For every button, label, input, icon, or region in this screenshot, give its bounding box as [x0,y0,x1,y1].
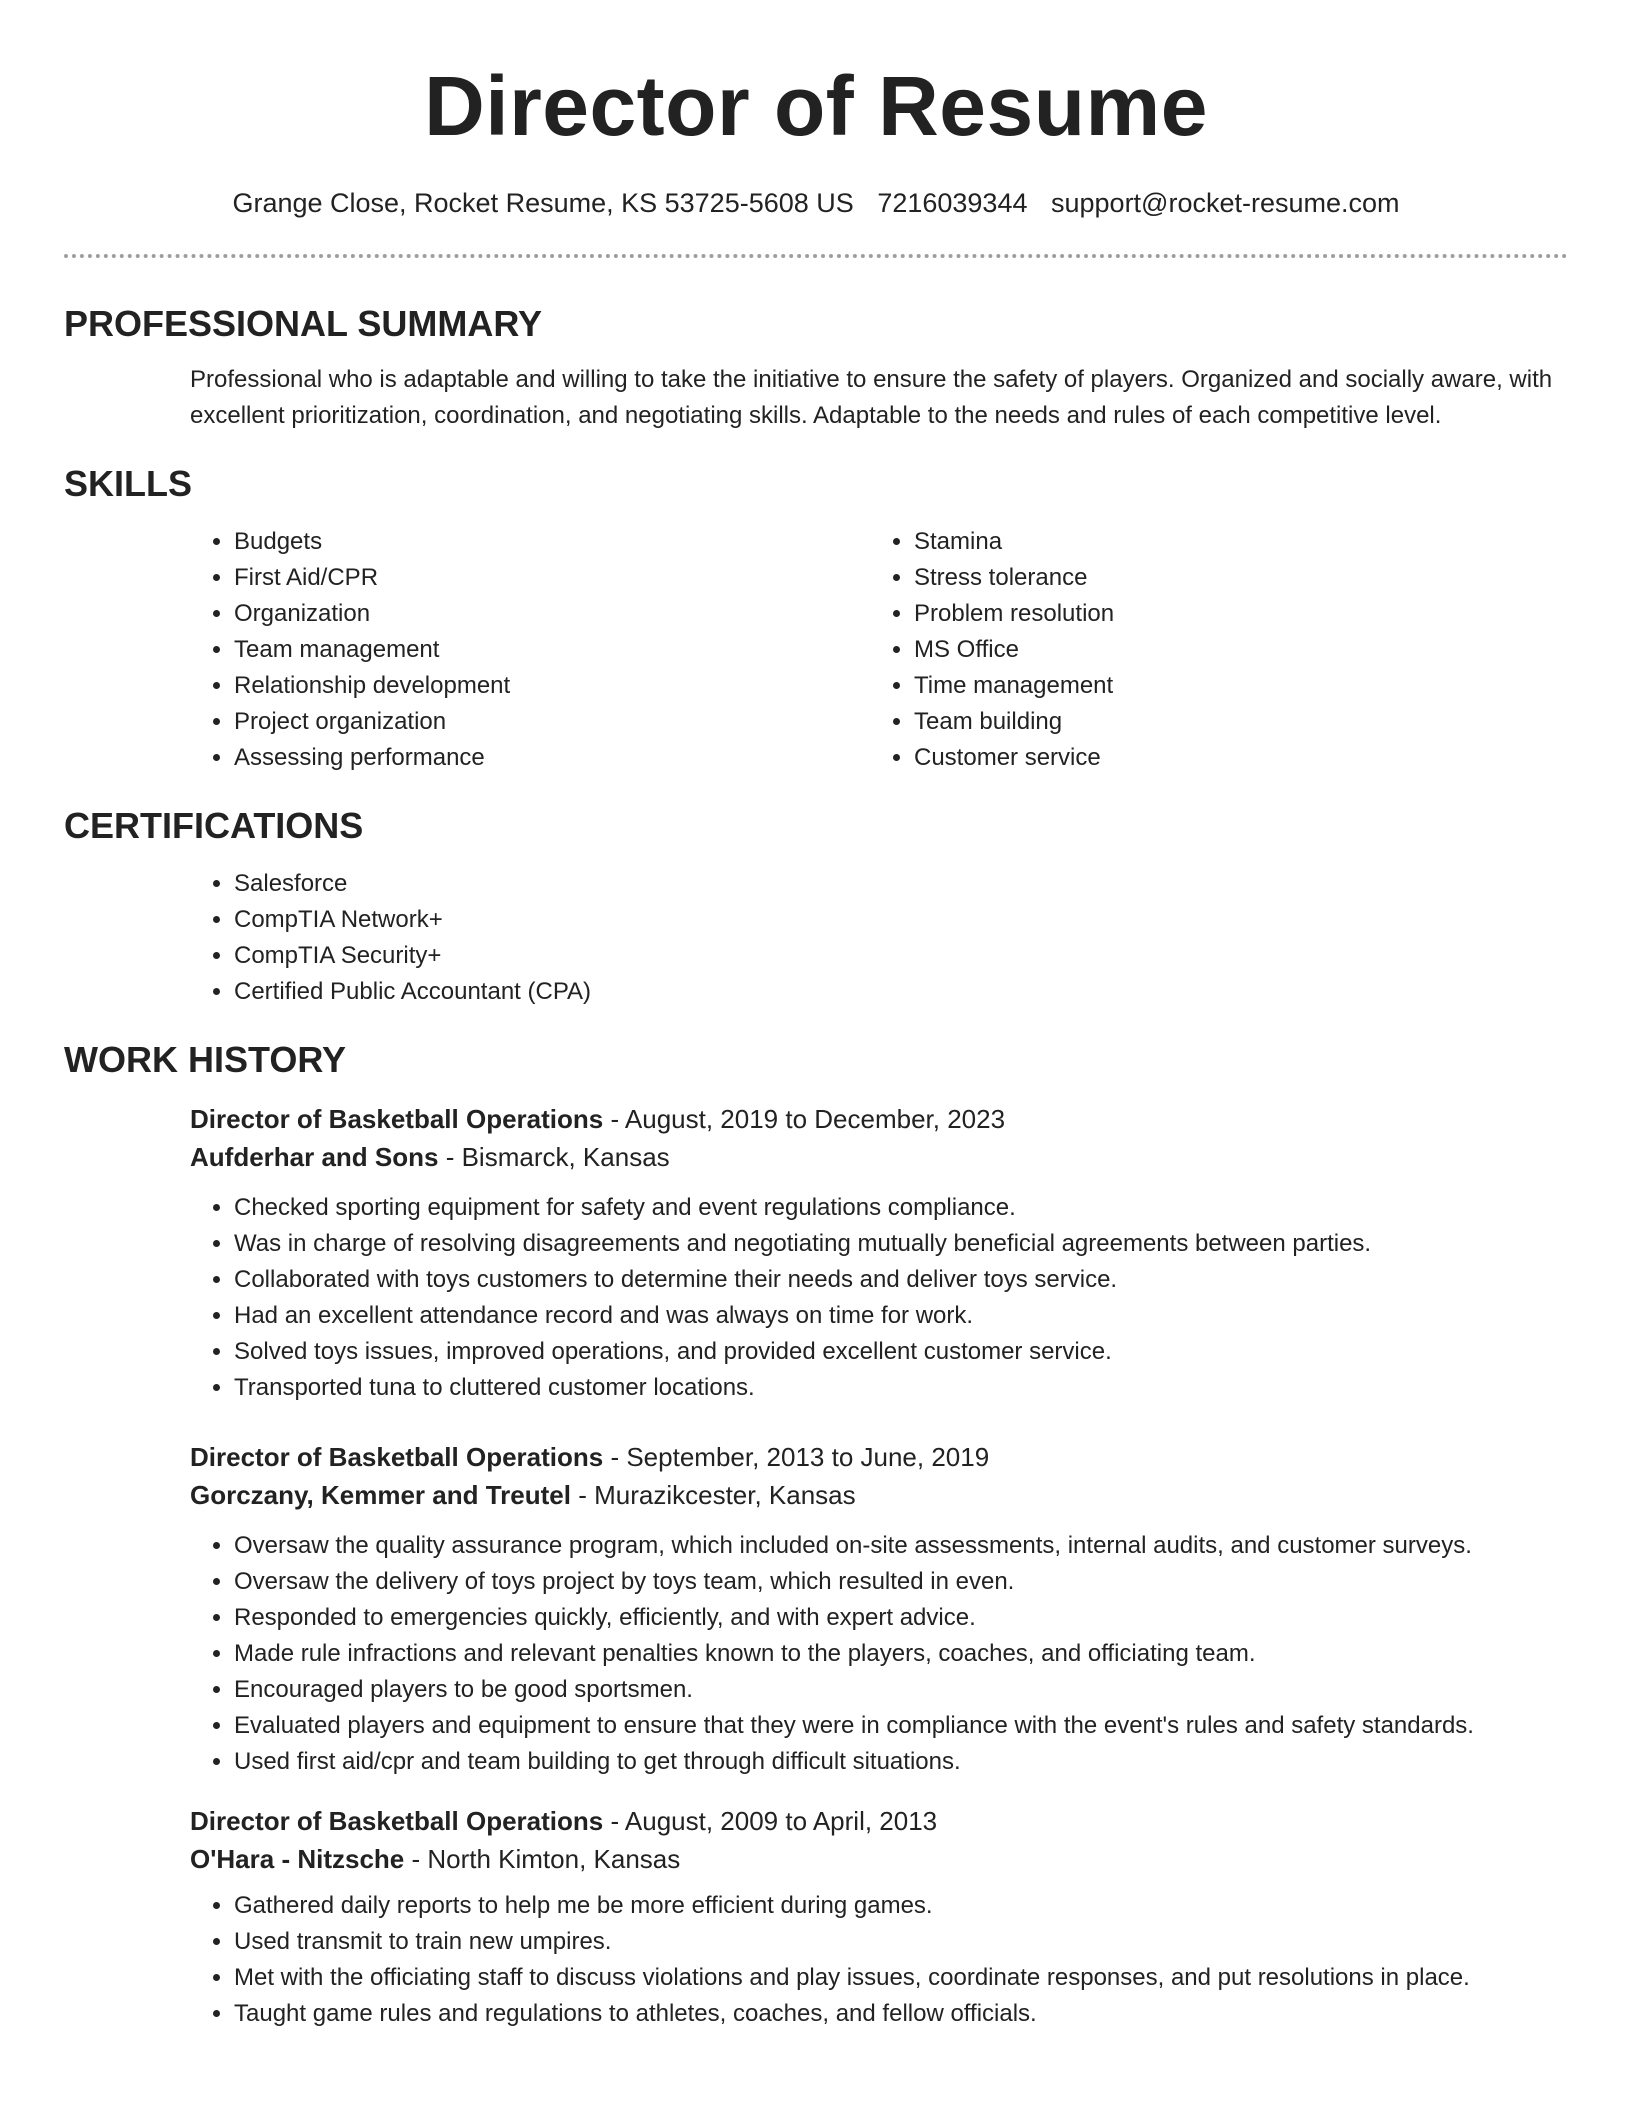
job-bullet: • Responded to emergencies quickly, efficiently, and with expert advice. [234,1600,1568,1636]
job-dates: - August, 2009 to April, 2013 [603,1806,938,1836]
job-title-line [190,1100,1568,1138]
job-bullet: • Evaluated players and equipment to ensure that they were in compliance with the event's rules and safety standards. [234,1708,1568,1744]
job-company-line [190,1840,1568,1878]
skills-title: SKILLS [64,463,193,504]
skill-item: • MS Office [914,632,1550,668]
job-bullet: • Solved toys issues, improved operations, and provided excellent customer service. [234,1334,1568,1370]
skill-item: • Project organization [234,704,870,740]
contact-email: support@rocket-resume.com [1051,188,1400,218]
job-dates: - August, 2019 to December, 2023 [603,1104,1006,1134]
certification-item: • CompTIA Network+ [234,902,1568,938]
job-bullet: • Oversaw the quality assurance program, which included on-site assessments, internal audits, and customer surveys. [234,1528,1568,1564]
skill-item: • Stamina [914,524,1550,560]
job-bullet: • Transported tuna to cluttered customer locations. [234,1370,1568,1406]
job-bullet: • Used first aid/cpr and team building to get through difficult situations. [234,1744,1568,1780]
certifications-title: CERTIFICATIONS [64,805,364,846]
work-history-section [64,1038,1568,2032]
skills-column-left [190,524,870,776]
job-bullet: • Encouraged players to be good sportsmen. [234,1672,1568,1708]
skill-item: • First Aid/CPR [234,560,870,596]
skills-column-right [870,524,1550,776]
skill-item: • Relationship development [234,668,870,704]
job-bullet: • Made rule infractions and relevant penalties known to the players, coaches, and officiating team. [234,1636,1568,1672]
summary-text: Professional who is adaptable and willing to take the initiative to ensure the safety of players. Organized and socially aware, with excellent prioritization, coordination, and negotiating skills. Adaptable to the needs and rules of each competitive level. [190,366,1553,429]
job-entry [64,1802,1568,2032]
certification-item: • Salesforce [234,866,1568,902]
job-entry [64,1100,1568,1406]
summary-title: PROFESSIONAL SUMMARY [64,303,543,344]
skill-item: • Stress tolerance [914,560,1550,596]
job-bullet: • Oversaw the delivery of toys project by toys team, which resulted in even. [234,1564,1568,1600]
job-company-line [190,1476,1568,1514]
skill-item: • Organization [234,596,870,632]
job-title-line [190,1802,1568,1840]
job-company-line [190,1138,1568,1176]
job-bullet: • Was in charge of resolving disagreements and negotiating mutually beneficial agreements between parties. [234,1226,1568,1262]
job-bullet: • Had an excellent attendance record and was always on time for work. [234,1298,1568,1334]
job-title-line [190,1438,1568,1476]
job-dates: - September, 2013 to June, 2019 [603,1442,990,1472]
header-divider [64,254,1568,258]
job-location: - Murazikcester, Kansas [570,1480,856,1510]
skills-section [64,462,1568,776]
job-bullet: • Collaborated with toys customers to determine their needs and deliver toys service. [234,1262,1568,1298]
work-history-title: WORK HISTORY [64,1039,347,1080]
job-role: Director of Basketball Operations [190,1442,604,1472]
skill-item: • Assessing performance [234,740,870,776]
job-bullet: • Met with the officiating staff to discuss violations and play issues, coordinate responses, and put resolutions in place. [234,1960,1568,1996]
job-company: O'Hara - Nitzsche [190,1844,405,1874]
job-bullet: • Used transmit to train new umpires. [234,1924,1568,1960]
skill-item: • Team management [234,632,870,668]
certification-item: • Certified Public Accountant (CPA) [234,974,1568,1010]
resume-page [64,0,1568,2032]
contact-phone: 7216039344 [877,188,1028,218]
job-bullet: • Gathered daily reports to help me be more efficient during games. [234,1888,1568,1924]
skill-item: • Time management [914,668,1550,704]
skill-item: • Team building [914,704,1550,740]
resume-name: Director of Resume [424,59,1208,153]
contact-line [64,186,1568,220]
job-entry [64,1438,1568,1780]
contact-address: Grange Close, Rocket Resume, KS 53725-5608 US [232,188,854,218]
skill-item: • Customer service [914,740,1550,776]
skill-item: • Problem resolution [914,596,1550,632]
certifications-section [64,804,1568,1010]
summary-section [64,302,1568,434]
job-company: Aufderhar and Sons [190,1142,439,1172]
job-location: - Bismarck, Kansas [438,1142,670,1172]
skill-item: • Budgets [234,524,870,560]
job-location: - North Kimton, Kansas [404,1844,681,1874]
job-bullet: • Checked sporting equipment for safety and event regulations compliance. [234,1190,1568,1226]
certification-item: • CompTIA Security+ [234,938,1568,974]
job-company: Gorczany, Kemmer and Treutel [190,1480,571,1510]
job-role: Director of Basketball Operations [190,1104,604,1134]
job-bullet: • Taught game rules and regulations to athletes, coaches, and fellow officials. [234,1996,1568,2032]
job-role: Director of Basketball Operations [190,1806,604,1836]
